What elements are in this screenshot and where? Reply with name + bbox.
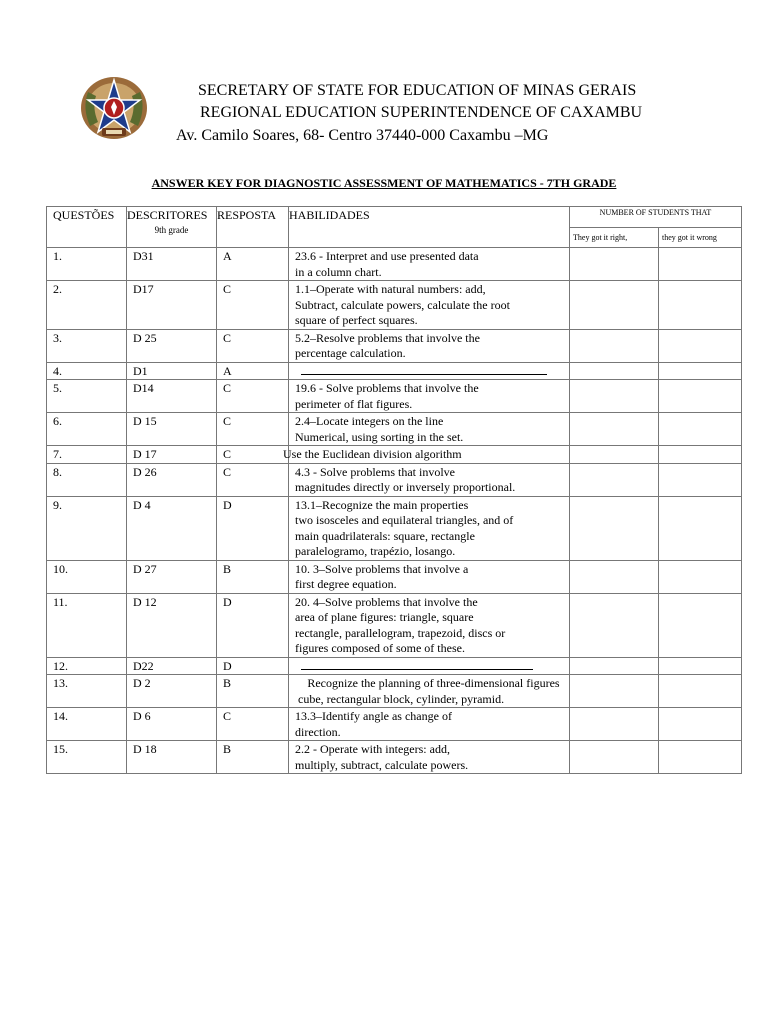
skill-text-line: 19.6 - Solve problems that involve the	[295, 381, 479, 395]
column-header-number-of-students: NUMBER OF STUDENTS THAT	[570, 207, 742, 228]
skill-description	[289, 560, 570, 593]
descriptor-code: D14	[127, 380, 217, 413]
skill-text-line: 4.3 - Solve problems that involve	[295, 464, 455, 479]
students-got-right-cell	[570, 593, 659, 657]
descriptor-code: D 12	[127, 593, 217, 657]
students-got-wrong-cell	[659, 446, 742, 464]
descriptor-code: D22	[127, 657, 217, 675]
skill-description	[289, 380, 570, 413]
skill-text-line: two isosceles and equilateral triangles, and of	[295, 513, 514, 527]
skill-text-line: Recognize the planning of three-dimensional figures	[295, 676, 548, 690]
table-row	[47, 496, 742, 560]
column-header-habilidades: HABILIDADES	[289, 207, 570, 248]
skill-description	[289, 329, 570, 362]
descriptor-code: D 27	[127, 560, 217, 593]
skill-text-line: in a column chart.	[295, 264, 382, 279]
skill-text-line: main quadrilaterals: square, rectangle	[295, 528, 475, 543]
table-row	[47, 708, 742, 741]
skill-text-line: Numerical, using sorting in the set.	[295, 429, 464, 444]
table-row	[47, 657, 742, 675]
students-got-wrong-cell	[659, 413, 742, 446]
skill-description	[289, 281, 570, 330]
blank-skill-line	[301, 669, 533, 670]
column-header-questoes: QUESTÕES	[47, 207, 127, 248]
descriptor-code: D1	[127, 362, 217, 380]
students-got-right-cell	[570, 413, 659, 446]
skill-text-line: square of perfect squares.	[295, 313, 418, 327]
skill-description	[289, 593, 570, 657]
students-got-right-cell	[570, 248, 659, 281]
students-got-wrong-cell	[659, 463, 742, 496]
skill-text-line: first degree equation.	[295, 577, 397, 591]
students-got-right-cell	[570, 463, 659, 496]
question-number: 5.	[47, 380, 127, 413]
skill-description	[289, 708, 570, 741]
table-row	[47, 380, 742, 413]
answer-letter: D	[217, 657, 289, 675]
skill-description	[289, 496, 570, 560]
question-number: 2.	[47, 281, 127, 330]
table-row	[47, 560, 742, 593]
answer-letter: C	[217, 380, 289, 413]
skill-description	[289, 657, 570, 675]
header-line-2: REGIONAL EDUCATION SUPERINTENDENCE OF CAXAMBU	[200, 104, 643, 121]
students-got-wrong-cell	[659, 281, 742, 330]
descriptor-code: D 2	[127, 675, 217, 708]
students-got-wrong-cell	[659, 329, 742, 362]
skill-text-line: 2.4–Locate integers on the line	[295, 414, 444, 428]
column-header-got-right: They got it right,	[570, 228, 659, 248]
students-got-wrong-cell	[659, 657, 742, 675]
students-got-right-cell	[570, 446, 659, 464]
document-title: ANSWER KEY FOR DIAGNOSTIC ASSESSMENT OF MATHEMATICS - 7TH GRADE	[151, 176, 617, 190]
table-row	[47, 281, 742, 330]
answer-letter: C	[217, 329, 289, 362]
skill-text-line: 10. 3–Solve problems that involve a	[295, 561, 469, 576]
descriptor-code: D 18	[127, 741, 217, 774]
skill-text-line: 1.1–Operate with natural numbers: add,	[295, 282, 486, 296]
question-number: 1.	[47, 248, 127, 281]
students-got-right-cell	[570, 708, 659, 741]
question-number: 15.	[47, 741, 127, 774]
students-got-wrong-cell	[659, 741, 742, 774]
column-header-descritores: DESCRITORES 9th grade	[127, 207, 217, 248]
question-number: 12.	[47, 657, 127, 675]
descriptor-code: D 15	[127, 413, 217, 446]
skill-text-line: perimeter of flat figures.	[295, 396, 413, 411]
answer-key-table	[46, 206, 742, 774]
students-got-right-cell	[570, 281, 659, 330]
table-row	[47, 362, 742, 380]
skill-text-line: 13.1–Recognize the main properties	[295, 497, 469, 512]
descriptor-code: D 17	[127, 446, 217, 464]
descriptor-code: D17	[127, 281, 217, 330]
students-got-right-cell	[570, 741, 659, 774]
answer-letter: C	[217, 708, 289, 741]
skill-text-line: 2.2 - Operate with integers: add,	[295, 742, 450, 756]
skill-text-line: magnitudes directly or inversely proportional.	[295, 480, 516, 494]
students-got-wrong-cell	[659, 560, 742, 593]
answer-letter: C	[217, 446, 289, 464]
skill-text-line: 23.6 - Interpret and use presented data	[295, 249, 479, 263]
answer-letter: D	[217, 496, 289, 560]
students-got-wrong-cell	[659, 708, 742, 741]
question-number: 10.	[47, 560, 127, 593]
answer-letter: C	[217, 413, 289, 446]
skill-description	[289, 675, 570, 708]
skill-text-line: direction.	[295, 724, 341, 739]
answer-letter: C	[217, 281, 289, 330]
skill-description	[289, 463, 570, 496]
skill-text-line: 5.2–Resolve problems that involve the	[295, 330, 480, 345]
question-number: 13.	[47, 675, 127, 708]
descriptor-code: D 26	[127, 463, 217, 496]
table-row	[47, 741, 742, 774]
skill-text-line: multiply, subtract, calculate powers.	[295, 757, 469, 772]
skill-text-line: percentage calculation.	[295, 346, 406, 360]
students-got-wrong-cell	[659, 496, 742, 560]
table-row	[47, 329, 742, 362]
students-got-right-cell	[570, 380, 659, 413]
answer-letter: B	[217, 741, 289, 774]
question-number: 11.	[47, 593, 127, 657]
skill-description	[289, 413, 570, 446]
question-number: 9.	[47, 496, 127, 560]
table-row	[47, 593, 742, 657]
descritores-subheader: 9th grade	[154, 224, 189, 235]
question-number: 7.	[47, 446, 127, 464]
skill-text-line: 13.3–Identify angle as change of	[295, 709, 452, 723]
state-coat-of-arms-logo	[78, 72, 150, 144]
skill-description	[283, 446, 570, 464]
answer-letter: A	[217, 248, 289, 281]
descriptor-code: D 25	[127, 329, 217, 362]
blank-skill-line	[301, 374, 547, 375]
table-row	[47, 463, 742, 496]
descriptor-code: D31	[127, 248, 217, 281]
answer-letter: B	[217, 560, 289, 593]
column-header-got-wrong: they got it wrong	[659, 228, 742, 248]
skill-text-line: Use the Euclidean division algorithm	[283, 447, 462, 461]
column-header-resposta: RESPOSTA	[217, 207, 289, 248]
header-address: Av. Camilo Soares, 68- Centro 37440-000 Caxambu –MG	[176, 127, 549, 144]
answer-letter: D	[217, 593, 289, 657]
students-got-wrong-cell	[659, 593, 742, 657]
question-number: 14.	[47, 708, 127, 741]
students-got-wrong-cell	[659, 380, 742, 413]
table-header-row	[47, 207, 742, 228]
skill-text-line: 20. 4–Solve problems that involve the	[295, 594, 478, 609]
students-got-right-cell	[570, 560, 659, 593]
descriptor-code: D 6	[127, 708, 217, 741]
skill-text-line: rectangle, parallelogram, trapezoid, discs or	[295, 625, 506, 640]
question-number: 8.	[47, 463, 127, 496]
skill-text-line: paralelogramo, trapézio, losango.	[295, 544, 456, 558]
students-got-right-cell	[570, 675, 659, 708]
header-line-1: SECRETARY OF STATE FOR EDUCATION OF MINAS GERAIS	[198, 82, 637, 99]
skill-text-line: cube, rectangular block, cylinder, pyramid.	[298, 691, 505, 706]
table-row	[47, 675, 742, 708]
students-got-right-cell	[570, 496, 659, 560]
skill-description	[289, 248, 570, 281]
question-number: 4.	[47, 362, 127, 380]
students-got-wrong-cell	[659, 248, 742, 281]
table-row	[47, 413, 742, 446]
skill-text-line: area of plane figures: triangle, square	[295, 610, 474, 624]
skill-text-line: figures composed of some of these.	[295, 641, 465, 655]
students-got-right-cell	[570, 329, 659, 362]
table-row	[47, 446, 742, 464]
skill-description	[289, 741, 570, 774]
question-number: 6.	[47, 413, 127, 446]
answer-letter: B	[217, 675, 289, 708]
question-number: 3.	[47, 329, 127, 362]
table-row	[47, 248, 742, 281]
answer-letter: A	[217, 362, 289, 380]
skill-text-line: Subtract, calculate powers, calculate the root	[295, 297, 510, 312]
descriptor-code: D 4	[127, 496, 217, 560]
students-got-right-cell	[570, 362, 659, 380]
students-got-right-cell	[570, 657, 659, 675]
students-got-wrong-cell	[659, 675, 742, 708]
skill-description	[289, 362, 570, 380]
answer-letter: C	[217, 463, 289, 496]
students-got-wrong-cell	[659, 362, 742, 380]
